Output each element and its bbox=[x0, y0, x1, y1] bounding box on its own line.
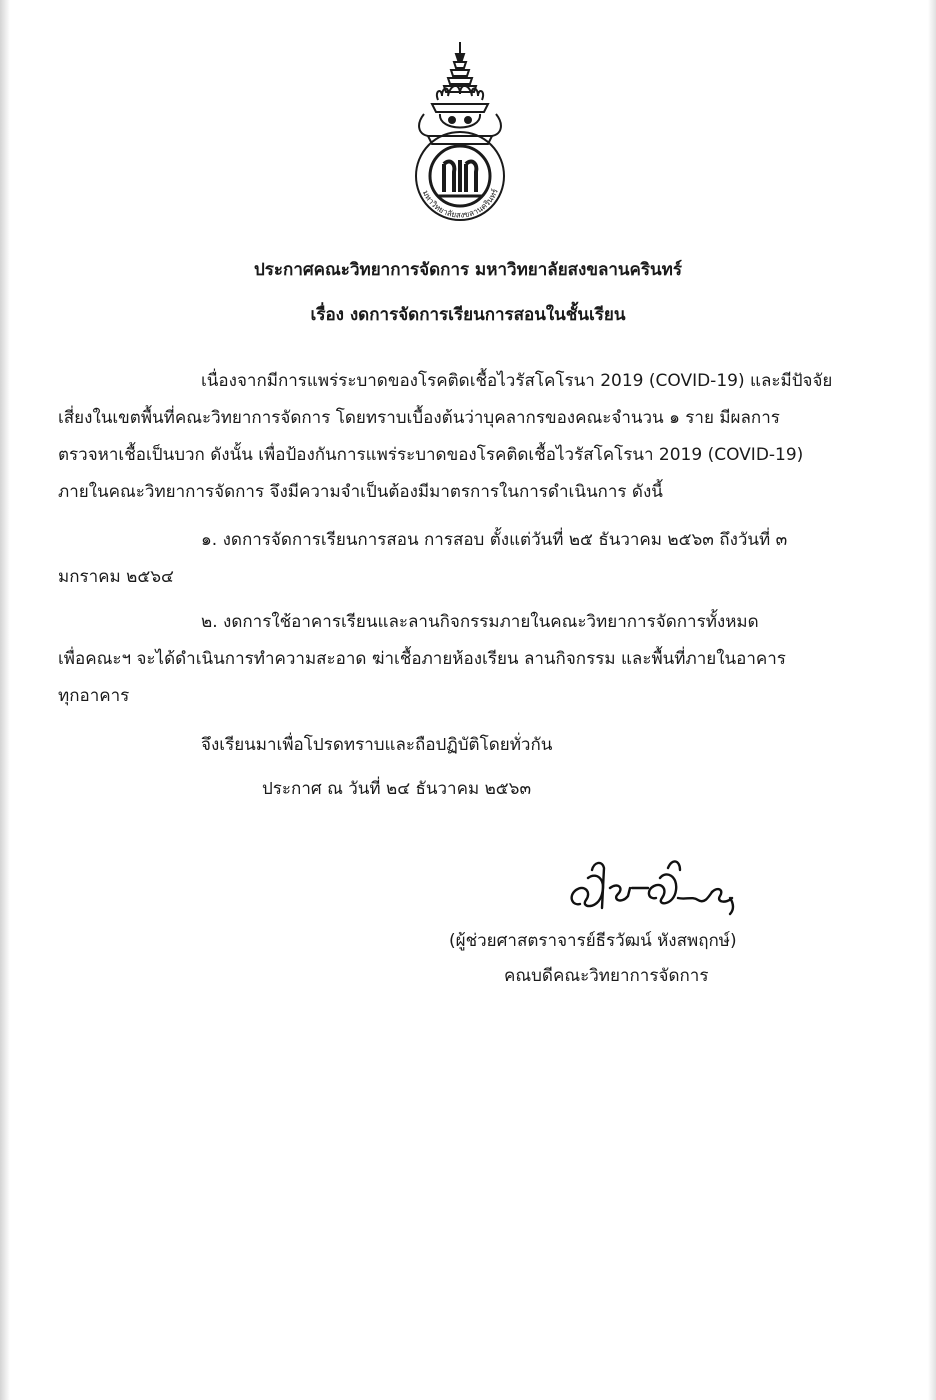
seal-ring-text: มหาวิทยาลัยสงขลานครินทร์ bbox=[420, 187, 500, 220]
paragraph-line: ตรวจหาเชื้อเป็นบวก ดังนั้น เพื่อป้องกันการแพร่ระบาดของโรคติดเชื้อไวรัสโคโรนา 2019 (COVID-19) bbox=[58, 445, 804, 465]
paragraph-line: เพื่อคณะฯ จะได้ดำเนินการทำความสะอาด ฆ่าเชื้อภายห้องเรียน ลานกิจกรรม และพื้นที่ภายในอาคาร bbox=[58, 649, 786, 669]
paragraph-line: มกราคม ๒๕๖๔ bbox=[58, 567, 174, 587]
paragraph-line: เนื่องจากมีการแพร่ระบาดของโรคติดเชื้อไวรัสโคโรนา 2019 (COVID-19) และมีปัจจัย bbox=[201, 371, 833, 391]
announcement-title: ประกาศคณะวิทยาการจัดการ มหาวิทยาลัยสงขลานครินทร์ bbox=[253, 260, 682, 280]
measure-item-2 bbox=[58, 604, 848, 715]
paragraph-line: เสี่ยงในเขตพื้นที่คณะวิทยาการจัดการ โดยทราบเบื้องต้นว่าบุคลากรของคณะจำนวน ๑ ราย มีผลการ bbox=[58, 408, 780, 428]
signer-name: (ผู้ช่วยศาสตราจารย์ธีรวัฒน์ หังสพฤกษ์) bbox=[449, 931, 737, 951]
handwritten-signature bbox=[562, 848, 778, 918]
signer-position: คณบดีคณะวิทยาการจัดการ bbox=[504, 966, 709, 986]
announcement-subject: เรื่อง งดการจัดการเรียนการสอนในชั้นเรียน bbox=[310, 305, 626, 325]
announcement-date: ประกาศ ณ วันที่ ๒๔ ธันวาคม ๒๕๖๓ bbox=[262, 779, 532, 799]
paragraph-line: ทุกอาคาร bbox=[58, 686, 130, 706]
paragraph-line: ภายในคณะวิทยาการจัดการ จึงมีความจำเป็นต้องมีมาตรการในการดำเนินการ ดังนี้ bbox=[58, 482, 663, 502]
closing-sentence: จึงเรียนมาเพื่อโปรดทราบและถือปฏิบัติโดยทั่วกัน bbox=[201, 735, 553, 755]
scan-shadow-left bbox=[0, 0, 10, 1400]
paragraph-line: ๑. งดการจัดการเรียนการสอน การสอบ ตั้งแต่วันที่ ๒๕ ธันวาคม ๒๕๖๓ ถึงวันที่ ๓ bbox=[201, 530, 788, 550]
paragraph-line: ๒. งดการใช้อาคารเรียนและลานกิจกรรมภายในคณะวิทยาการจัดการทั้งหมด bbox=[201, 612, 759, 632]
measure-item-1 bbox=[58, 522, 848, 596]
intro-paragraph bbox=[58, 363, 848, 511]
scan-shadow-right bbox=[928, 0, 936, 1400]
university-seal-icon bbox=[398, 40, 522, 222]
